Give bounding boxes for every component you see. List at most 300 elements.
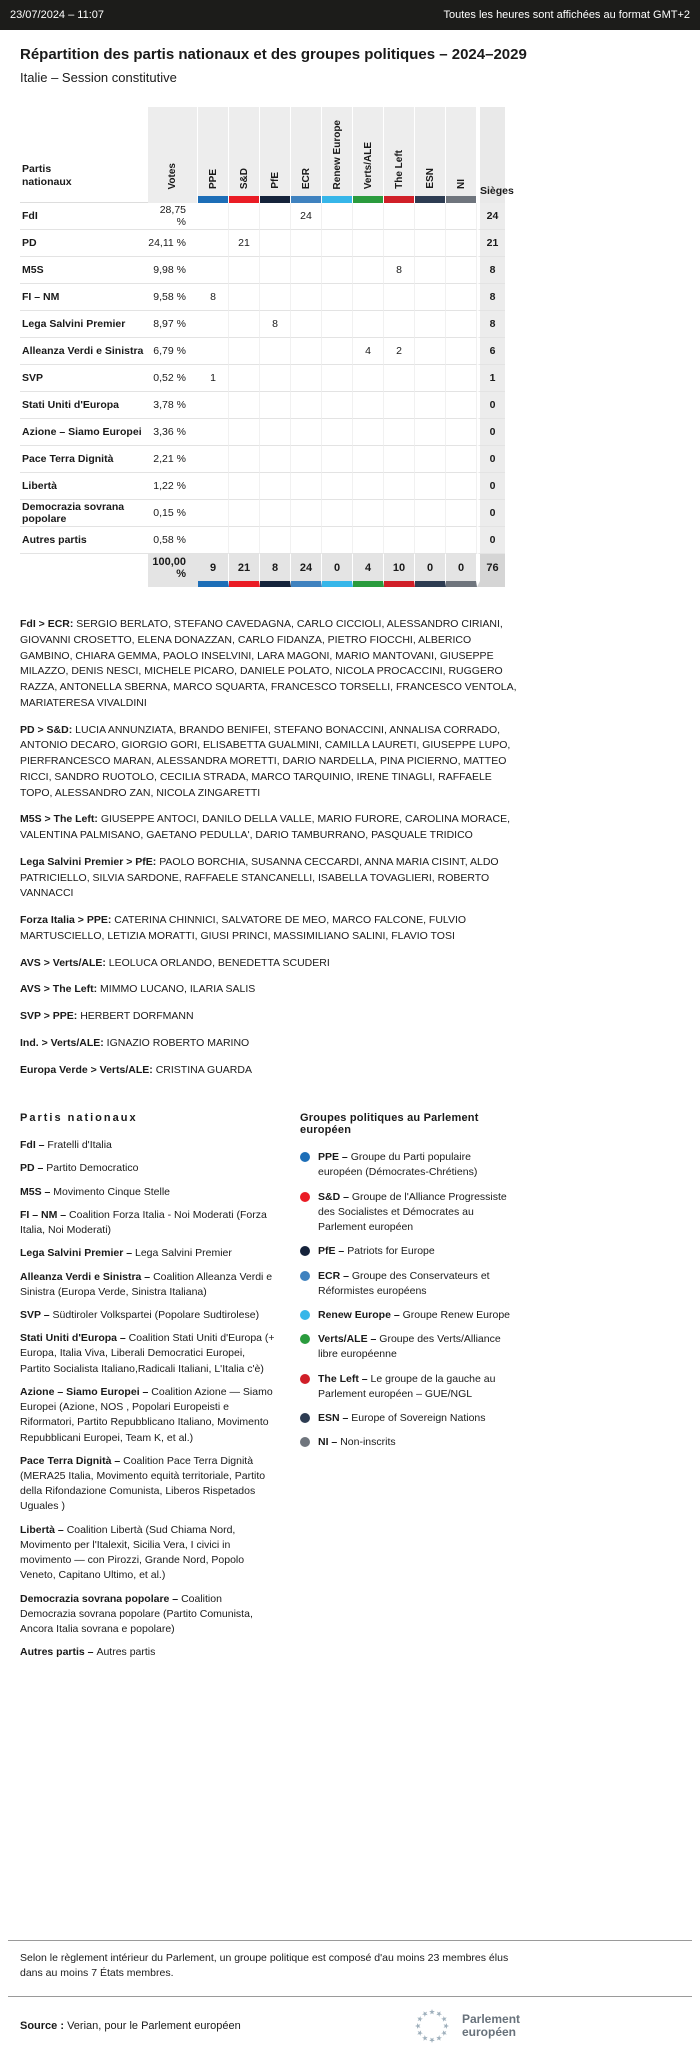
table-total-row (20, 554, 505, 587)
group-seats-cell (384, 500, 415, 527)
seats-value: 21 (477, 230, 505, 257)
party-legend-name: Azione – Siamo Europei – (20, 1385, 152, 1398)
group-column-header-reneweurope (322, 107, 353, 203)
seats-value: 0 (477, 446, 505, 473)
mep-list: Europa Verde > Verts/ALE: CRISTINA GUARDA (20, 1063, 252, 1076)
party-name: PD (20, 230, 148, 257)
group-seats-cell (229, 365, 260, 392)
group-seats-cell (415, 365, 446, 392)
group-seats-cell (384, 203, 415, 230)
group-legend-name: ECR – (318, 1269, 352, 1282)
group-seats-cell (446, 473, 477, 500)
source-label: Source : (20, 2020, 65, 2032)
group-column-label: ECR (300, 167, 312, 189)
group-seats-cell (446, 500, 477, 527)
group-seats-cell (229, 338, 260, 365)
total-group-seats: 21 (229, 554, 260, 587)
mep-list: AVS > The Left: MIMMO LUCANO, ILARIA SALIS (20, 983, 256, 996)
group-seats-cell (384, 446, 415, 473)
group-seats-cell (291, 284, 322, 311)
total-group-seats: 9 (198, 554, 229, 587)
ep-logo-text: Parlement européen (462, 2011, 521, 2039)
party-legend-item: Stati Uniti d'Europa – Coalition Stati Uniti d'Europa (+ Europa, Italia Viva, Liberali Democratici Europei, Partito Socialista Italiano,Radicali Italiani, L'Italia c'è) (20, 1332, 275, 1375)
groups-legend-column (300, 1112, 518, 1668)
group-color-dot (300, 1437, 310, 1447)
party-legend-item: M5S – Movimento Cinque Stelle (20, 1185, 170, 1198)
group-legend-name: Renew Europe – (318, 1309, 403, 1321)
group-color-dot (300, 1374, 310, 1384)
ep-stars-icon (409, 2003, 455, 2049)
total-group-seats: 10 (384, 554, 415, 587)
group-color-bar (198, 196, 228, 203)
footnote: Selon le règlement intérieur du Parlement, un groupe politique est composé d'au moins 23 membres élus dans au moins 7 États membres. (20, 1951, 509, 1980)
group-column-label: Verts/ALE (362, 141, 374, 189)
total-group-seats: 8 (260, 554, 291, 587)
group-seats-cell (198, 311, 229, 338)
group-seats-cell (322, 311, 353, 338)
group-seats-cell (353, 473, 384, 500)
group-seats-cell: 8 (198, 284, 229, 311)
group-seats-cell (384, 392, 415, 419)
results-table (20, 107, 514, 587)
group-seats-cell: 8 (384, 257, 415, 284)
group-legend-item (300, 1435, 518, 1450)
groups-legend-list (300, 1150, 518, 1450)
party-name: Alleanza Verdi e Sinistra (20, 338, 148, 365)
seats-value: 24 (477, 203, 505, 230)
group-seats-cell: 1 (198, 365, 229, 392)
party-legend-item: PD – Partito Democratico (20, 1162, 139, 1175)
party-legend-item: Lega Salvini Premier – Lega Salvini Premier (20, 1247, 232, 1260)
group-color-bar (384, 196, 414, 203)
group-seats-cell: 2 (384, 338, 415, 365)
seats-value: 0 (477, 500, 505, 527)
group-legend-item (300, 1190, 518, 1236)
divider (8, 1996, 692, 1997)
party-legend-name: Stati Uniti d'Europa – (20, 1332, 129, 1345)
group-seats-cell (446, 446, 477, 473)
group-seats-cell (260, 473, 291, 500)
group-seats-cell (415, 203, 446, 230)
party-legend-item: Autres partis – Autres partis (20, 1646, 156, 1659)
group-legend-text: ESN – Europe of Sovereign Nations (318, 1412, 486, 1425)
votes-value: 9,58 % (148, 284, 198, 311)
group-column-label: S&D (238, 167, 250, 189)
votes-value: 2,21 % (148, 446, 198, 473)
table-row (20, 473, 505, 500)
group-seats-cell (260, 446, 291, 473)
group-seats-cell: 8 (260, 311, 291, 338)
party-name: Lega Salvini Premier (20, 311, 148, 338)
group-seats-cell (198, 257, 229, 284)
group-legend-item (300, 1150, 518, 1180)
votes-value: 0,52 % (148, 365, 198, 392)
group-color-dot (300, 1271, 310, 1281)
group-seats-cell (260, 500, 291, 527)
group-seats-cell (229, 284, 260, 311)
party-legend-item: Azione – Siamo Europei – Coalition Azione — Siamo Europei (Azione, NOS , Popolari Europeisti e Riformatori, Partito Repubblicano Italiano, Movimento Repubblicani Europei, Team K, et al.) (20, 1385, 273, 1444)
group-seats-cell (446, 257, 477, 284)
group-seats-cell (446, 392, 477, 419)
seats-value: 8 (477, 284, 505, 311)
group-column-header-esn (415, 107, 446, 203)
group-seats-cell (322, 500, 353, 527)
group-seats-cell (291, 473, 322, 500)
table-row (20, 392, 505, 419)
group-color-bar (446, 196, 476, 203)
seats-value: 1 (477, 365, 505, 392)
group-seats-cell (291, 230, 322, 257)
group-seats-cell (446, 338, 477, 365)
total-votes: 100,00 % (148, 554, 198, 587)
votes-value: 3,36 % (148, 419, 198, 446)
group-column-label: Renew Europe (331, 119, 343, 189)
group-seats-cell (198, 203, 229, 230)
group-seats-cell (415, 230, 446, 257)
seats-value: 6 (477, 338, 505, 365)
topbar (0, 0, 700, 30)
group-seats-cell (229, 311, 260, 338)
group-column-header-ppe (198, 107, 229, 203)
group-seats-cell (291, 311, 322, 338)
group-seats-cell (291, 338, 322, 365)
table-row (20, 419, 505, 446)
seats-value: 0 (477, 392, 505, 419)
group-seats-cell (291, 446, 322, 473)
group-seats-cell (415, 446, 446, 473)
total-group-seats: 24 (291, 554, 322, 587)
party-legend-name: Autres partis – (20, 1646, 97, 1659)
group-legend-item (300, 1372, 518, 1402)
party-legend-name: M5S – (20, 1185, 54, 1198)
group-seats-cell (198, 500, 229, 527)
group-seats-cell (198, 392, 229, 419)
group-seats-cell (322, 392, 353, 419)
party-legend-name: PD – (20, 1162, 47, 1175)
table-row (20, 527, 505, 554)
group-seats-cell (384, 527, 415, 554)
timezone-note: Toutes les heures sont affichées au format GMT+2 (443, 9, 690, 21)
group-column-header-ni (446, 107, 477, 203)
group-seats-cell (415, 338, 446, 365)
group-legend-text: NI – Non-inscrits (318, 1436, 396, 1449)
group-seats-cell (353, 527, 384, 554)
group-seats-cell: 24 (291, 203, 322, 230)
group-column-header-vertsale (353, 107, 384, 203)
group-seats-cell (260, 230, 291, 257)
table-row (20, 311, 505, 338)
mep-list: SVP > PPE: HERBERT DORFMANN (20, 1010, 194, 1022)
total-group-seats: 4 (353, 554, 384, 587)
party-legend-name: FdI – (20, 1139, 48, 1152)
mep-list-label: SVP > PPE: (20, 1010, 81, 1022)
group-color-dot (300, 1413, 310, 1423)
group-color-bar (353, 196, 383, 203)
mep-list-label: Lega Salvini Premier > PfE: (20, 855, 160, 868)
votes-value: 3,78 % (148, 392, 198, 419)
group-legend-item (300, 1269, 518, 1299)
party-name: SVP (20, 365, 148, 392)
group-column-label: NI (455, 179, 467, 189)
group-seats-cell (291, 365, 322, 392)
parties-legend-column (20, 1112, 276, 1668)
group-seats-cell (446, 230, 477, 257)
group-seats-cell (322, 203, 353, 230)
group-seats-cell (198, 473, 229, 500)
party-legend-name: Alleanza Verdi e Sinistra – (20, 1270, 154, 1283)
seats-value: 8 (477, 257, 505, 284)
table-row (20, 446, 505, 473)
party-name: Libertà (20, 473, 148, 500)
group-seats-cell (291, 500, 322, 527)
source-text: Verian, pour le Parlement européen (64, 2020, 241, 2032)
group-legend-item (300, 1332, 518, 1362)
group-legend-text: ECR – Groupe des Conservateurs et Réformistes européens (318, 1269, 490, 1297)
group-seats-cell (291, 527, 322, 554)
mep-list-label: PD > S&D: (20, 723, 76, 736)
group-seats-cell (291, 392, 322, 419)
group-seats-cell (415, 473, 446, 500)
party-legend-item: Libertà – Coalition Libertà (Sud Chiama Nord, Movimento per l'Italexit, Sicilia Vera, I civici in movimento — con Pirozzi, Grande Nord, Popolo Veneto, Capitano Ultimo, et al.) (20, 1523, 245, 1582)
total-seats: 76 (477, 554, 505, 587)
group-color-dot (300, 1152, 310, 1162)
group-seats-cell (260, 203, 291, 230)
group-color-bar (260, 196, 290, 203)
party-legend-name: SVP – (20, 1309, 53, 1321)
group-seats-cell (322, 473, 353, 500)
group-seats-cell (353, 500, 384, 527)
group-legend-name: Verts/ALE – (318, 1333, 380, 1346)
group-seats-cell (322, 230, 353, 257)
seats-value: 8 (477, 311, 505, 338)
group-seats-cell (415, 527, 446, 554)
table-row (20, 230, 505, 257)
group-seats-cell (260, 527, 291, 554)
party-legend-item: Pace Terra Dignità – Coalition Pace Terra Dignità (MERA25 Italia, Movimento equità territoriale, Partito della Rifondazione Comunista, Liberos Rispetados Uguales ) (20, 1454, 266, 1513)
group-legend-item (300, 1308, 518, 1323)
group-column-header-ecr (291, 107, 322, 203)
mep-list: M5S > The Left: GIUSEPPE ANTOCI, DANILO DELLA VALLE, MARIO FURORE, CAROLINA MORACE, VALENTINA PALMISANO, GAETANO PEDULLA', DARIO TAMBURRANO, PASQUALE TRIDICO (20, 813, 511, 841)
mep-list: Forza Italia > PPE: CATERINA CHINNICI, SALVATORE DE MEO, MARCO FALCONE, FULVIO MARTUSCIELLO, LETIZIA MORATTI, GIUSI PRINCI, MASSIMILIANO SALINI, FLAVIO TOSI (20, 914, 467, 942)
mep-list-label: M5S > The Left: (20, 813, 101, 826)
total-group-seats: 0 (322, 554, 353, 587)
party-name: Stati Uniti d'Europa (20, 392, 148, 419)
table-row (20, 257, 505, 284)
mep-lists-section (20, 617, 522, 1078)
group-seats-cell (353, 203, 384, 230)
party-name: FI – NM (20, 284, 148, 311)
mep-list-label: AVS > The Left: (20, 983, 101, 996)
group-color-bar (291, 196, 321, 203)
group-seats-cell (384, 365, 415, 392)
group-seats-cell (415, 257, 446, 284)
party-legend-item: Alleanza Verdi e Sinistra – Coalition Alleanza Verdi e Sinistra (Europa Verde, Sinistra Italiana) (20, 1270, 273, 1298)
total-group-seats: 0 (415, 554, 446, 587)
group-seats-cell (260, 338, 291, 365)
party-name: Azione – Siamo Europei (20, 419, 148, 446)
datetime: 23/07/2024 – 11:07 (10, 9, 104, 21)
total-empty-cell (20, 554, 148, 587)
group-seats-cell (415, 392, 446, 419)
mep-list-label: AVS > Verts/ALE: (20, 956, 109, 969)
group-seats-cell (198, 527, 229, 554)
corner-header (20, 107, 148, 203)
group-legend-name: ESN – (318, 1412, 352, 1425)
group-column-header-pfe (260, 107, 291, 203)
group-seats-cell (353, 392, 384, 419)
group-seats-cell (353, 257, 384, 284)
votes-value: 9,98 % (148, 257, 198, 284)
group-seats-cell (415, 311, 446, 338)
votes-value: 1,22 % (148, 473, 198, 500)
group-seats-cell (260, 419, 291, 446)
mep-list: PD > S&D: LUCIA ANNUNZIATA, BRANDO BENIFEI, STEFANO BONACCINI, ANNALISA CORRADO, ANTONIO DECARO, GIORGIO GORI, ELISABETTA GUALMINI, CAMILLA LAURETI, GIUSEPPE LUPO, PIERFRANCESCO MARAN, ALESSANDRA MORETTI, DARIO NARDELLA, PINA PICIERNO, MATTEO RICCI, SANDRO RUOTOLO, CECILIA STRADA, MARCO TARQUINIO, IRENE TINAGLI, RAFFAELE TOPO, ALESSANDRO ZAN, NICOLA ZINGARETTI (20, 723, 511, 799)
party-legend-item: SVP – Südtiroler Volkspartei (Popolare Sudtirolese) (20, 1309, 260, 1321)
group-seats-cell (446, 419, 477, 446)
group-seats-cell (446, 365, 477, 392)
group-color-dot (300, 1192, 310, 1202)
table-row (20, 284, 505, 311)
mep-list: Lega Salvini Premier > PfE: PAOLO BORCHIA, SUSANNA CECCARDI, ANNA MARIA CISINT, ALDO PATRICIELLO, SILVIA SARDONE, RAFFAELE STANCANELLI, ISABELLA TOVAGLIERI, ROBERTO VANNACCI (20, 855, 499, 900)
group-legend-text: Renew Europe – Groupe Renew Europe (318, 1309, 511, 1321)
seats-column-label: Sièges (480, 185, 514, 197)
party-legend-name: Pace Terra Dignità – (20, 1454, 124, 1467)
group-seats-cell (322, 284, 353, 311)
group-seats-cell (229, 419, 260, 446)
group-seats-cell (291, 257, 322, 284)
ep-logo (409, 2003, 528, 2049)
group-legend-name: NI – (318, 1436, 341, 1449)
group-seats-cell (353, 284, 384, 311)
source-line (20, 2020, 241, 2032)
group-seats-cell (384, 284, 415, 311)
footer (20, 2003, 528, 2049)
group-legend-item (300, 1244, 518, 1259)
mep-list: Ind. > Verts/ALE: IGNAZIO ROBERTO MARINO (20, 1036, 250, 1049)
group-legend-name: PfE – (318, 1245, 348, 1258)
group-seats-cell (198, 230, 229, 257)
group-seats-cell (446, 203, 477, 230)
group-seats-cell (353, 446, 384, 473)
votes-value: 0,58 % (148, 527, 198, 554)
votes-column-label: Votes (167, 162, 178, 189)
seats-value: 0 (477, 473, 505, 500)
parties-legend-list (20, 1138, 276, 1660)
group-legend-text: S&D – Groupe de l'Alliance Progressiste des Socialistes et Démocrates au Parlement européen (318, 1190, 507, 1234)
mep-list: FdI > ECR: SERGIO BERLATO, STEFANO CAVEDAGNA, CARLO CICCIOLI, ALESSANDRO CIRIANI, GIOVANNI CROSETTO, ELENA DONAZZAN, CARLO FIDANZA, PIETRO FIOCCHI, ALBERICO GAMBINO, CHIARA GEMMA, PAOLO INSELVINI, LARA MAGONI, MARIO MANTOVANI, GIUSEPPE MILAZZO, DENIS NESCI, MICHELE PICARO, DANIELE POLATO, NICOLA PROCACCINI, RUGGERO RAZZA, ANTONELLA SBERNA, MARCO SQUARTA, FRANCESCO TORSELLI, FRANCESCO VENTOLA, MARIATERESA VIVALDINI (20, 618, 517, 709)
votes-value: 24,11 % (148, 230, 198, 257)
mep-list-label: Forza Italia > PPE: (20, 914, 115, 926)
group-column-header-theleft (384, 107, 415, 203)
party-legend-name: Democrazia sovrana popolare – (20, 1592, 182, 1605)
table-header-row (20, 107, 505, 203)
group-legend-name: PPE – (318, 1151, 351, 1164)
party-legend-name: FI – NM – (20, 1208, 70, 1221)
votes-column-header (148, 107, 198, 203)
seats-column-header (477, 107, 514, 203)
group-legend-text: Verts/ALE – Groupe des Verts/Alliance libre européenne (318, 1333, 501, 1361)
group-legend-name: S&D – (318, 1190, 352, 1203)
group-seats-cell (384, 230, 415, 257)
group-seats-cell (415, 419, 446, 446)
group-color-bar (415, 196, 445, 203)
group-seats-cell (415, 500, 446, 527)
group-legend-item (300, 1411, 518, 1426)
group-seats-cell (322, 365, 353, 392)
table-row (20, 365, 505, 392)
group-seats-cell (260, 257, 291, 284)
party-legend-item: FI – NM – Coalition Forza Italia - Noi Moderati (Forza Italia, Noi Moderati) (20, 1208, 267, 1237)
group-seats-cell (353, 365, 384, 392)
group-seats-cell: 4 (353, 338, 384, 365)
mep-list-label: Ind. > Verts/ALE: (20, 1036, 107, 1049)
group-legend-text: PfE – Patriots for Europe (318, 1245, 435, 1258)
group-color-bar (322, 196, 352, 203)
group-seats-cell (446, 311, 477, 338)
group-legend-name: The Left – (318, 1372, 371, 1385)
bottom-section (0, 1940, 700, 2063)
main-content (0, 30, 700, 1668)
group-seats-cell (353, 230, 384, 257)
table-row (20, 203, 505, 230)
group-seats-cell (322, 257, 353, 284)
mep-list: AVS > Verts/ALE: LEOLUCA ORLANDO, BENEDETTA SCUDERI (20, 956, 330, 969)
group-seats-cell (198, 338, 229, 365)
party-legend-item: FdI – Fratelli d'Italia (20, 1139, 112, 1152)
seats-value: 0 (477, 419, 505, 446)
corner-header-label: Partis nationaux (22, 162, 72, 189)
group-seats-cell (260, 284, 291, 311)
group-seats-cell (229, 527, 260, 554)
group-seats-cell (384, 473, 415, 500)
legend-section (20, 1112, 680, 1668)
group-seats-cell (446, 284, 477, 311)
votes-bar-spacer (148, 196, 197, 203)
group-color-bar (229, 196, 259, 203)
group-seats-cell (229, 392, 260, 419)
divider (8, 1940, 692, 1941)
group-color-dot (300, 1310, 310, 1320)
group-column-label: PPE (207, 168, 219, 189)
group-seats-cell (260, 392, 291, 419)
votes-value: 6,79 % (148, 338, 198, 365)
table-row (20, 500, 505, 527)
votes-value: 8,97 % (148, 311, 198, 338)
group-seats-cell (415, 284, 446, 311)
group-column-label: PfE (269, 172, 281, 189)
group-seats-cell (291, 419, 322, 446)
group-seats-cell (229, 257, 260, 284)
group-seats-cell (384, 419, 415, 446)
group-seats-cell (229, 446, 260, 473)
mep-list-label: FdI > ECR: (20, 618, 77, 630)
party-name: Autres partis (20, 527, 148, 554)
group-seats-cell (229, 473, 260, 500)
page-subtitle: Italie – Session constitutive (20, 70, 177, 85)
group-seats-cell (229, 203, 260, 230)
group-column-label: ESN (424, 168, 436, 189)
party-legend-item: Democrazia sovrana popolare – Coalition Democrazia sovrana popolare (Partito Comunista, Ancora Italia sovrana e popolare) (20, 1592, 253, 1635)
votes-value: 28,75 % (148, 203, 198, 230)
table-row (20, 338, 505, 365)
party-name: Democrazia sovrana popolare (20, 500, 148, 527)
page-title: Répartition des partis nationaux et des groupes politiques – 2024–2029 (20, 46, 527, 63)
group-seats-cell (353, 311, 384, 338)
group-seats-cell (198, 446, 229, 473)
mep-list-label: Europa Verde > Verts/ALE: (20, 1063, 156, 1076)
group-seats-cell (260, 365, 291, 392)
parties-legend-title: Partis nationaux (20, 1112, 138, 1125)
